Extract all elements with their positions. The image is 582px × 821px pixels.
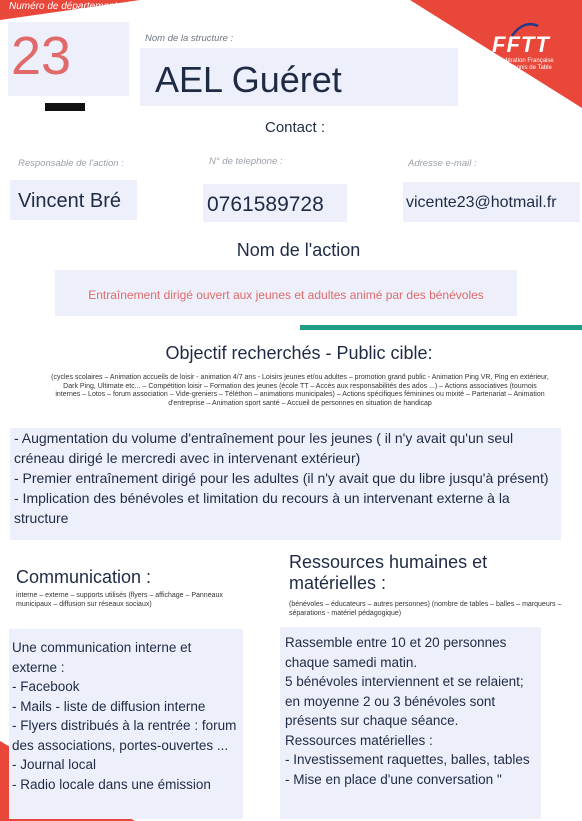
communication-heading: Communication : bbox=[16, 567, 152, 587]
phone-number: 0761589728 bbox=[207, 193, 324, 216]
action-box bbox=[55, 270, 517, 316]
responsable-name: Vincent Bré bbox=[18, 190, 122, 212]
contact-heading: Contact : bbox=[264, 119, 326, 136]
department-number: 23 bbox=[11, 26, 72, 86]
objective-item: - Premier entraînement dirigé pour les adultes (il n'y avait que du libre jusqu'à présent) bbox=[14, 470, 549, 486]
communication-line: - Journal local bbox=[12, 757, 97, 772]
resources-hint: (bénévoles – éducateurs – autres personnes) (nombre de tables – balles – marqueurs – séparations - matériel pédagogique) bbox=[289, 601, 562, 617]
objectives-box bbox=[10, 428, 561, 540]
objective-item: - Augmentation du volume d'entraînement pour les jeunes ( il n'y avait qu'un seul créneau dirigé le mercredi avec in intervenant extérieur) bbox=[14, 430, 514, 466]
resources-line: Rassemble entre 10 et 20 personnes chaque samedi matin. bbox=[285, 635, 507, 670]
communication-line: Une communication interne et externe : bbox=[12, 640, 192, 675]
resources-heading: Ressources humaines et matérielles : bbox=[289, 552, 488, 593]
divider-line bbox=[300, 325, 582, 330]
fftt-logo-subtitle-1: Fédération Française bbox=[497, 58, 554, 64]
communication-line: - Mails - liste de diffusion interne bbox=[12, 698, 206, 714]
structure-name-label: Nom de la structure : bbox=[145, 33, 234, 44]
email-box bbox=[403, 182, 580, 222]
responsable-box bbox=[10, 180, 137, 220]
phone-box bbox=[203, 184, 347, 222]
department-box bbox=[8, 22, 129, 96]
objectives-hint: (cycles scolaires – Animation accueils de loisir - animation 4/7 ans - Loisirs jeunes et/ou adultes – promotion grand public - Animation Ping VR, Ping en extérieur, Dark Ping, Ultimate etc... – Compétition loisir – Formation des jeunes (école TT – Accès aux responsabilités des ados ...) – Actions associatives (tournois internes – Lotos – forum association – Vide-greniers – Téléthon – animations municipales) – Actions spécifiques féminines ou mixité – Partenariat – Animation d'entreprise – Animation sport santé – Accueil de personnes en situation de handicap bbox=[51, 374, 549, 407]
communication-line: - Flyers distribués à la rentrée : forum des associations, portes-ouvertes ... bbox=[12, 718, 237, 753]
fftt-logo-subtitle-2: de Tennis de Table bbox=[502, 65, 552, 71]
responsable-label: Responsable de l'action : bbox=[18, 158, 124, 169]
communication-line: - Facebook bbox=[12, 679, 80, 694]
communication-hint: interne – externe – supports utilisés (flyers – affichage – Panneaux municipaux – diffusion sur réseaux sociaux) bbox=[16, 592, 223, 608]
dept-number-label: Numéro de département : bbox=[9, 1, 123, 12]
resources-line: - Investissement raquettes, balles, tables bbox=[285, 752, 530, 767]
resources-box bbox=[280, 627, 541, 819]
communication-line: - Radio locale dans une émission bbox=[12, 776, 211, 792]
structure-box bbox=[140, 48, 458, 106]
email-address: vicente23@hotmail.fr bbox=[406, 194, 557, 211]
communication-box bbox=[9, 629, 243, 819]
phone-label: N° de telephone : bbox=[209, 156, 283, 167]
action-name: Entraînement dirigé ouvert aux jeunes et adultes animé par des bénévoles bbox=[88, 288, 484, 302]
structure-name: AEL Guéret bbox=[155, 59, 342, 100]
fftt-logo-text: FFTT bbox=[492, 32, 550, 57]
action-heading: Nom de l'action bbox=[236, 240, 361, 260]
objectives-heading: Objectif recherchés - Public cible: bbox=[165, 343, 433, 363]
fftt-logo bbox=[486, 20, 582, 74]
underline-bar bbox=[45, 103, 85, 111]
email-label: Adresse e-mail : bbox=[408, 158, 477, 169]
resources-line: - Mise en place d'une conversation " bbox=[285, 771, 502, 787]
objective-item: - Implication des bénévoles et limitation du recours à un intervenant externe à la structure bbox=[14, 490, 510, 526]
resources-line: 5 bénévoles interviennent et se relaient; en moyenne 2 ou 3 bénévoles sont présents sur chaque séance. bbox=[285, 674, 524, 728]
resources-line: Ressources matérielles : bbox=[285, 732, 433, 748]
